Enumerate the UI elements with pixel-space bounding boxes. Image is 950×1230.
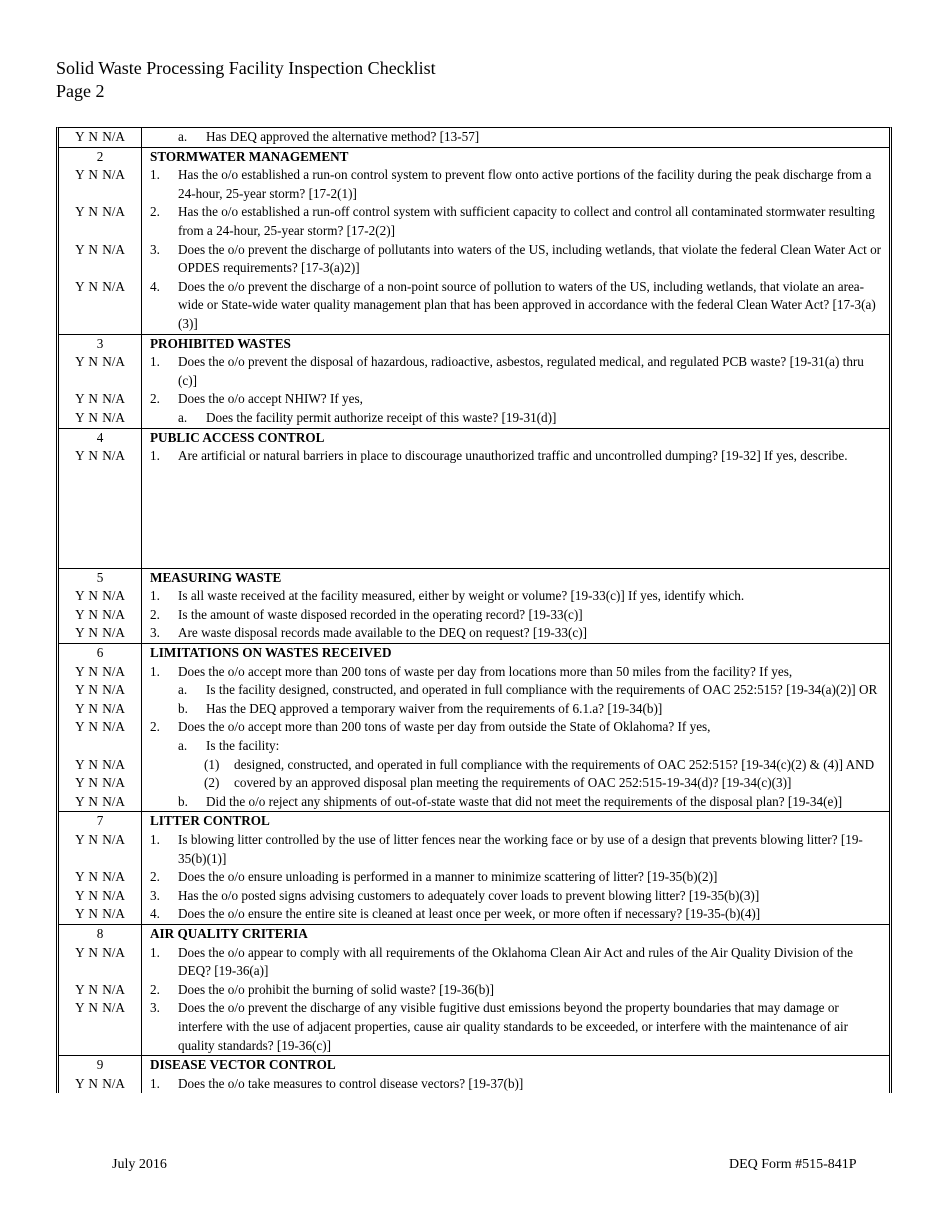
section-header-row <box>59 1056 889 1075</box>
y-n-na-response[interactable]: Y N N/A <box>59 905 142 924</box>
section-number: 9 <box>59 1056 142 1075</box>
item-text-cell <box>142 353 889 390</box>
item-text-cell <box>142 1075 889 1094</box>
checklist-item <box>59 868 889 887</box>
checklist-item <box>59 981 889 1000</box>
checklist-item <box>59 203 889 240</box>
checklist-item <box>59 390 889 409</box>
section-header-row <box>59 812 889 831</box>
item-number: 3. <box>150 887 160 903</box>
item-text-cell <box>142 278 889 334</box>
item-text-cell <box>142 606 889 625</box>
y-n-na-response[interactable]: Y N N/A <box>59 203 142 240</box>
checklist-item <box>59 718 889 737</box>
checklist-item <box>59 793 889 812</box>
item-question: Is all waste received at the facility measured, either by weight or volume? [19-33(c)] If yes, identify which. <box>178 588 745 604</box>
y-n-na-response[interactable]: Y N N/A <box>59 353 142 390</box>
item-question: designed, constructed, and operated in full compliance with the requirements of OAC 252:515? [19-34(c)(2) & (4)] AND <box>234 756 875 772</box>
item-question: Has the o/o established a run-off control system with sufficient capacity to collect and control all contaminated stormwater resulting from a 24-hour, 25-year storm? [17-2(2)] <box>178 204 875 238</box>
y-n-na-response[interactable]: Y N N/A <box>59 868 142 887</box>
checklist-item <box>59 587 889 606</box>
item-number: b. <box>178 793 188 809</box>
section-number: 3 <box>59 335 142 354</box>
item-number: 2. <box>150 719 160 735</box>
item-number: a. <box>178 738 188 754</box>
item-text-cell <box>142 166 889 203</box>
checklist-item <box>59 624 889 643</box>
y-n-na-response[interactable]: Y N N/A <box>59 756 142 775</box>
item-question: Does the o/o appear to comply with all requirements of the Oklahoma Clean Air Act and rules of the Air Quality Division of the DEQ? [19-36(a)] <box>178 944 853 979</box>
page-header <box>56 57 436 103</box>
item-number: 1. <box>150 448 160 464</box>
item-text-cell <box>142 831 889 868</box>
item-question: covered by an approved disposal plan meeting the requirements of OAC 252:515-19-34(d)? [19-34(c)(3)] <box>234 775 792 791</box>
checklist-item <box>59 1075 889 1094</box>
item-text-cell <box>142 390 889 409</box>
footer-form-number: DEQ Form #515-841P <box>729 1157 857 1172</box>
item-number: (2) <box>204 775 220 791</box>
item-text-cell <box>142 944 889 981</box>
checklist-section <box>59 812 889 925</box>
item-question: Are artificial or natural barriers in place to discourage unauthorized traffic and uncontrolled dumping? [19-32] If yes, describe. <box>178 448 848 464</box>
item-question: Does the o/o ensure the entire site is cleaned at least once per week, or more often if necessary? [19-35-(b)(4)] <box>178 906 761 922</box>
item-text-cell <box>142 737 889 756</box>
page-number: Page 2 <box>56 81 105 101</box>
y-n-na-response[interactable]: Y N N/A <box>59 981 142 1000</box>
y-n-na-response[interactable]: Y N N/A <box>59 681 142 700</box>
checklist-item <box>59 756 889 775</box>
section-header-row <box>59 148 889 167</box>
item-question: Does the o/o accept more than 200 tons of waste per day from outside the State of Oklahoma? If yes, <box>178 719 711 735</box>
section-title: PUBLIC ACCESS CONTROL <box>150 429 325 445</box>
checklist-item <box>59 737 889 756</box>
item-text-cell <box>142 981 889 1000</box>
y-n-na-response[interactable]: Y N N/A <box>59 700 142 719</box>
checklist-item <box>59 944 889 981</box>
section-number: 4 <box>59 429 142 448</box>
item-number: (1) <box>204 756 220 772</box>
y-n-na-response[interactable]: Y N N/A <box>59 166 142 203</box>
checklist-item <box>59 663 889 682</box>
y-n-na-response[interactable]: Y N N/A <box>59 409 142 428</box>
y-n-na-response[interactable]: Y N N/A <box>59 663 142 682</box>
item-question: Is the amount of waste disposed recorded in the operating record? [19-33(c)] <box>178 606 583 622</box>
checklist-item <box>59 774 889 793</box>
checklist-item <box>59 241 889 278</box>
item-text-cell <box>142 409 889 428</box>
y-n-na-response[interactable]: Y N N/A <box>59 241 142 278</box>
checklist-table <box>56 127 892 1093</box>
checklist-item <box>59 606 889 625</box>
item-number: 2. <box>150 981 160 997</box>
item-text-cell <box>142 203 889 240</box>
section-title: LIMITATIONS ON WASTES RECEIVED <box>150 645 392 661</box>
checklist-item <box>59 166 889 203</box>
checklist-item <box>59 887 889 906</box>
item-number: 4. <box>150 278 160 294</box>
section-header-row <box>59 569 889 588</box>
item-question: Does the o/o prevent the discharge of pollutants into waters of the US, including wetlands, that violate the federal Clean Water Act or OPDES requirements? [17-3(a)2)] <box>178 241 882 276</box>
item-number: a. <box>178 129 188 144</box>
checklist-item <box>59 700 889 719</box>
y-n-na-response[interactable]: Y N N/A <box>59 887 142 906</box>
checklist-section <box>59 644 889 812</box>
item-text-cell <box>142 868 889 887</box>
y-n-na-response[interactable]: Y N N/A <box>59 128 142 147</box>
checklist-section <box>59 1056 889 1093</box>
item-number: a. <box>178 682 188 698</box>
item-number: 1. <box>150 663 160 679</box>
y-n-na-response[interactable]: Y N N/A <box>59 278 142 334</box>
item-number: 1. <box>150 832 160 847</box>
y-n-na-response[interactable]: Y N N/A <box>59 390 142 409</box>
item-question: Does the o/o prevent the discharge of a non-point source of pollution to waters of the US, including wetlands, that violate an area-wide or State-wide water quality management plan that has been approved in accordance with the federal Clean Water Act? [17-3(a)(3)] <box>178 278 876 331</box>
checklist-section <box>59 429 889 569</box>
checklist-item <box>59 409 889 428</box>
item-question: Has the o/o established a run-on control system to prevent flow onto active portions of the facility during the peak discharge from a 24-hour, 25-year storm? [17-2(1)] <box>178 167 872 201</box>
item-number: 3. <box>150 241 160 257</box>
section-title: STORMWATER MANAGEMENT <box>150 148 349 164</box>
checklist-section <box>59 569 889 644</box>
item-text-cell <box>142 905 889 924</box>
section-title: PROHIBITED WASTES <box>150 335 291 351</box>
checklist-item <box>59 905 889 924</box>
checklist-item <box>59 353 889 390</box>
document-title: Solid Waste Processing Facility Inspection Checklist <box>56 58 436 78</box>
y-n-na-response[interactable]: Y N N/A <box>59 774 142 793</box>
item-number: 2. <box>150 606 160 622</box>
y-n-na-response[interactable]: Y N N/A <box>59 718 142 737</box>
item-question: Does the o/o accept more than 200 tons of waste per day from locations more than 50 miles from the facility? If yes, <box>178 663 793 679</box>
item-question: Has DEQ approved the alternative method? [13-57] <box>206 129 480 144</box>
response-cell-empty <box>59 737 142 756</box>
item-question: Has the DEQ approved a temporary waiver from the requirements of 6.1.a? [19-34(b)] <box>206 700 663 716</box>
item-text-cell <box>142 624 889 643</box>
section-title: MEASURING WASTE <box>150 569 282 585</box>
item-text-cell <box>142 700 889 719</box>
y-n-na-response[interactable]: Y N N/A <box>59 606 142 625</box>
item-text-cell <box>142 241 889 278</box>
item-number: a. <box>178 409 188 425</box>
checklist-item <box>59 447 889 466</box>
item-question: Does the o/o ensure unloading is performed in a manner to minimize scattering of litter? [19-35(b)(2)] <box>178 869 718 885</box>
checklist-item <box>59 831 889 868</box>
y-n-na-response[interactable]: Y N N/A <box>59 587 142 606</box>
item-number: 2. <box>150 869 160 885</box>
item-text-cell <box>142 681 889 700</box>
item-text-cell <box>142 718 889 737</box>
item-text-cell <box>142 887 889 906</box>
y-n-na-response[interactable]: Y N N/A <box>59 999 142 1055</box>
checklist-item <box>59 128 889 147</box>
item-number: 1. <box>150 167 160 183</box>
item-question: Does the o/o take measures to control disease vectors? [19-37(b)] <box>178 1075 524 1091</box>
y-n-na-response[interactable]: Y N N/A <box>59 793 142 812</box>
item-text-cell <box>142 793 889 812</box>
item-number: 1. <box>150 354 160 370</box>
item-question: Is the facility: <box>206 738 280 754</box>
description-area[interactable] <box>142 466 889 568</box>
blank-cell <box>59 466 142 568</box>
section-number: 6 <box>59 644 142 663</box>
item-text-cell <box>142 774 889 793</box>
item-text-cell <box>142 663 889 682</box>
item-text-cell <box>142 999 889 1055</box>
section-number: 7 <box>59 812 142 831</box>
item-question: Are waste disposal records made available to the DEQ on request? [19-33(c)] <box>178 625 588 641</box>
item-text-cell <box>142 756 889 775</box>
description-space <box>59 466 889 568</box>
section-title: AIR QUALITY CRITERIA <box>150 925 308 941</box>
section-title: LITTER CONTROL <box>150 813 270 829</box>
item-question: Does the o/o prohibit the burning of solid waste? [19-36(b)] <box>178 981 495 997</box>
y-n-na-response[interactable]: Y N N/A <box>59 624 142 643</box>
section-header-row <box>59 925 889 944</box>
item-question: Does the o/o prevent the discharge of any visible fugitive dust emissions beyond the property boundaries that may damage or interfere with the use of adjacent properties, cause air quality standards to be exceeded, or interfere with the maintenance of air quality standards? [19-36(c)] <box>178 1000 849 1053</box>
item-text-cell <box>142 128 889 147</box>
item-number: 1. <box>150 944 160 960</box>
item-text-cell <box>142 447 889 466</box>
checklist-item <box>59 999 889 1055</box>
item-number: 2. <box>150 391 160 407</box>
item-question: Did the o/o reject any shipments of out-of-state waste that did not meet the requirements of the disposal plan? [19-34(e)] <box>206 793 843 809</box>
checklist-section <box>59 925 889 1056</box>
checklist-section <box>59 128 889 148</box>
item-number: 3. <box>150 1000 160 1016</box>
footer-date: July 2016 <box>112 1157 167 1172</box>
section-number: 2 <box>59 148 142 167</box>
checklist-item <box>59 278 889 334</box>
section-header-row <box>59 335 889 354</box>
item-number: 1. <box>150 1075 160 1091</box>
y-n-na-response[interactable]: Y N N/A <box>59 944 142 981</box>
item-question: Does the facility permit authorize receipt of this waste? [19-31(d)] <box>206 409 557 425</box>
y-n-na-response[interactable]: Y N N/A <box>59 831 142 868</box>
section-header-row <box>59 429 889 448</box>
item-number: 1. <box>150 588 160 604</box>
y-n-na-response[interactable]: Y N N/A <box>59 1075 142 1094</box>
item-number: 4. <box>150 906 160 922</box>
checklist-item <box>59 681 889 700</box>
section-number: 5 <box>59 569 142 588</box>
item-question: Does the o/o accept NHIW? If yes, <box>178 391 363 407</box>
y-n-na-response[interactable]: Y N N/A <box>59 447 142 466</box>
section-header-row <box>59 644 889 663</box>
item-number: 3. <box>150 625 160 641</box>
section-title: DISEASE VECTOR CONTROL <box>150 1057 336 1073</box>
item-number: 2. <box>150 204 160 220</box>
item-question: Is the facility designed, constructed, and operated in full compliance with the requirements of OAC 252:515? [19-34(a)(2)] OR <box>206 682 878 698</box>
item-question: Has the o/o posted signs advising customers to adequately cover loads to prevent blowing litter? [19-35(b)(3)] <box>178 887 760 903</box>
section-number: 8 <box>59 925 142 944</box>
checklist-section <box>59 148 889 335</box>
checklist-section <box>59 335 889 429</box>
item-question: Is blowing litter controlled by the use of litter fences near the working face or by use of a design that prevents blowing litter? [19-35(b)(1)] <box>178 832 863 866</box>
item-number: b. <box>178 700 188 716</box>
item-text-cell <box>142 587 889 606</box>
item-question: Does the o/o prevent the disposal of hazardous, radioactive, asbestos, regulated medical, and regulated PCB waste? [19-31(a) thru (c)] <box>178 354 864 388</box>
